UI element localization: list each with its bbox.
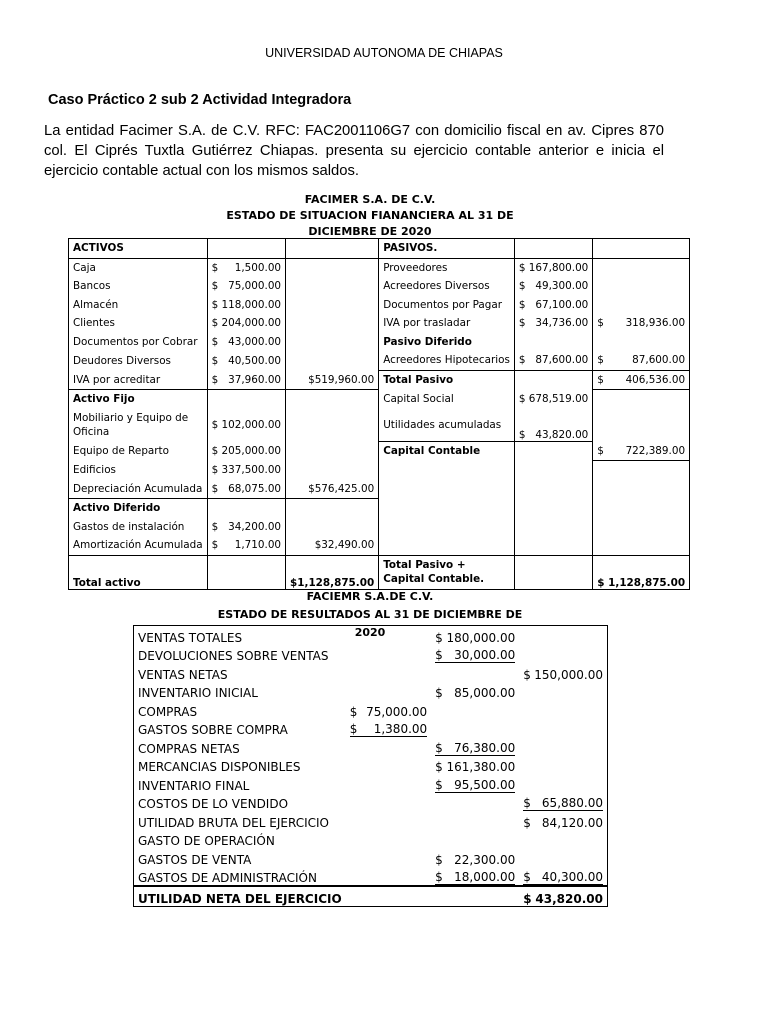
income-statement-title: ESTADO DE RESULTADOS AL 31 DE DICIEMBRE DE 2020 [217,608,523,639]
table-row [134,626,608,645]
asset-label: Bancos [69,277,208,296]
asset-label: Mobiliario y Equipo de Oficina [69,409,208,442]
liability-sign: $ [518,317,526,330]
currency-sign: $ [435,852,443,867]
liability-amount: $ 167,800.00 [514,258,592,277]
asset-amount: 68,075.00 [228,482,282,495]
university-name: UNIVERSIDAD AUTONOMA DE CHIAPAS [265,46,503,60]
net-income-row [134,886,608,906]
income-amount: 150,000.00 [534,667,603,682]
income-row-label: GASTOS DE ADMINISTRACIÓN [138,871,317,885]
liability-total-sign: $ [597,444,604,457]
balance-statement: ESTADO DE SITUACION FIANANCIERA AL 31 DE [226,209,514,222]
income-amount: 40,300.00 [541,870,603,884]
currency-sign: $ [349,704,358,719]
income-row-label: UTILIDAD BRUTA DEL EJERCICIO [138,815,329,830]
income-amount: 180,000.00 [446,630,516,645]
income-company: FACIEMR S.A.DE C.V. [306,590,434,603]
liability-label: Capital Social [379,390,515,409]
income-amount: 84,120.00 [541,815,603,830]
table-row [69,390,690,409]
table-row [134,867,608,887]
liability-amount: 34,736.00 [535,317,589,330]
asset-sign: $ [211,539,219,552]
liability-amount: $ 678,519.00 [514,390,592,409]
income-row-label: UTILIDAD NETA DEL EJERCICIO [134,886,346,906]
income-amount: 76,380.00 [454,740,516,755]
currency-sign: $ [435,648,443,662]
currency-sign: $ [523,891,532,906]
currency-sign: $ [435,740,443,755]
table-row [69,461,690,480]
table-row [134,774,608,793]
asset-amount: $ 102,000.00 [207,409,285,442]
liability-sign: $ [518,354,526,367]
asset-sign: $ [211,482,219,495]
asset-amount: 204,000.00 [221,317,282,330]
income-amount: 65,880.00 [541,796,603,810]
income-row-label: GASTO DE OPERACIÓN [138,834,275,848]
income-amount: 43,820.00 [535,891,603,906]
income-amount: 75,000.00 [366,704,428,719]
asset-label: Gastos de instalación [69,518,208,537]
balance-company: FACIMER S.A. DE C.V. [304,193,436,206]
asset-sign: $ [211,354,219,367]
liability-section-label: Pasivo Diferido [379,333,515,352]
asset-label: Depreciación Acumulada [69,480,208,499]
table-row [69,277,690,296]
liability-amount: 67,100.00 [535,298,589,311]
income-row-label: MERCANCIAS DISPONIBLES [138,760,301,774]
income-row-label: GASTOS DE VENTA [138,852,252,867]
income-row-label: VENTAS NETAS [138,667,228,682]
asset-label: Clientes [69,314,208,333]
currency-sign: $ [523,815,531,830]
income-amount: 22,300.00 [454,852,516,867]
asset-subtotal: $576,425.00 [286,480,379,499]
balance-sheet-heading [205,192,535,240]
table-row [69,442,690,461]
asset-label: Edificios [69,461,208,480]
asset-sign: $ [211,317,219,330]
liability-label: Acreedores Diversos [379,277,515,296]
currency-sign: $ [435,760,443,774]
liability-label: Documentos por Pagar [379,296,515,315]
total-assets-value: $1,128,875.00 [286,555,379,589]
table-row [69,370,690,390]
table-row [69,314,690,333]
table-row [69,296,690,315]
asset-label: Documentos por Cobrar [69,333,208,352]
asset-amount: 43,000.00 [228,335,282,348]
asset-label: Equipo de Reparto [69,442,208,461]
asset-subtotal: $519,960.00 [286,370,379,390]
income-row-label: COSTOS DE LO VENDIDO [138,797,289,811]
income-row-label: COMPRAS [138,704,198,719]
currency-sign: $ [523,667,531,682]
asset-subtotal: $32,490.00 [286,536,379,555]
asset-label: Almacén [69,296,208,315]
table-row [69,333,690,352]
asset-amount: 1,710.00 [234,539,282,552]
table-row [69,536,690,555]
liability-amount: 49,300.00 [535,280,589,293]
liability-sign: $ [518,280,526,293]
currency-sign: $ [435,870,443,884]
liability-sign: $ [518,298,526,311]
asset-sign: $ [211,298,219,311]
income-amount: 18,000.00 [454,870,516,884]
liabilities-header: PASIVOS. [379,239,515,259]
liability-total: 722,389.00 [625,444,686,457]
income-amount: 161,380.00 [446,760,516,774]
asset-section-label: Activo Fijo [69,390,208,409]
liability-label: Total Pasivo [379,370,515,390]
document-title: Caso Práctico 2 sub 2 Actividad Integradora [48,92,352,108]
liability-total-sign: $ [597,373,604,386]
income-row-label: GASTOS SOBRE COMPRA [138,723,288,737]
asset-label: IVA por acreditar [69,370,208,390]
income-row-label: INVENTARIO FINAL [138,778,250,793]
currency-sign: $ [435,777,443,792]
table-row [134,663,608,682]
asset-label: Caja [69,258,208,277]
table-row [134,830,608,849]
liability-total: 87,600.00 [632,354,686,367]
table-row [134,700,608,719]
table-row [134,682,608,701]
asset-amount: $ 205,000.00 [207,442,285,461]
asset-amount: 40,500.00 [228,354,282,367]
asset-amount: 1,500.00 [234,261,282,274]
asset-sign: $ [211,520,219,533]
balance-sheet-table [68,238,690,590]
asset-label: Amortización Acumulada [69,536,208,555]
currency-sign: $ [349,722,358,736]
income-row-label: INVENTARIO INICIAL [138,686,258,700]
balance-date: DICIEMBRE DE 2020 [308,225,432,238]
asset-sign: $ [211,335,219,348]
total-liab-capital-label: Total Pasivo + Capital Contable. [379,555,515,589]
currency-sign: $ [435,630,443,645]
totals-row [69,555,690,589]
table-row [134,719,608,738]
table-row [134,848,608,867]
asset-amount: 37,960.00 [228,373,282,386]
currency-sign: $ [523,870,531,884]
liability-total-sign: $ [597,317,604,330]
asset-sign: $ [211,261,219,274]
asset-amount: 34,200.00 [228,520,282,533]
income-amount: 95,500.00 [454,777,516,792]
liability-label: Utilidades acumuladas [379,409,515,442]
income-row-label: VENTAS TOTALES [138,630,243,645]
intro-paragraph: La entidad Facimer S.A. de C.V. RFC: FAC2001106G7 con domicilio fiscal en av. Cipres 870 col. El Ciprés Tuxtla Gutiérrez Chiapas. presenta su ejercicio contable anterior e inicia el ejercicio contable actual con los mismos saldos. [44,123,664,179]
table-row [134,793,608,812]
liability-label: Capital Contable [379,442,515,461]
table-row [69,351,690,370]
income-statement-table [133,625,608,907]
table-row [69,518,690,537]
liability-total-sign: $ [597,354,604,367]
currency-sign: $ [523,796,531,810]
asset-label: Deudores Diversos [69,351,208,370]
liability-label: Acreedores Hipotecarios [379,351,515,370]
liability-amount: 43,820.00 [535,429,589,441]
income-amount: 30,000.00 [454,648,516,662]
table-row [134,811,608,830]
total-liab-capital-value: $ 1,128,875.00 [593,555,690,589]
total-assets-label: Total activo [69,555,208,589]
assets-header: ACTIVOS [69,239,208,259]
currency-sign: $ [435,686,443,700]
liability-total: 318,936.00 [625,317,686,330]
income-row-label: COMPRAS NETAS [138,741,240,756]
liability-sign: $ [518,429,526,441]
table-header-row [69,239,690,259]
asset-sign: $ [211,280,219,293]
table-row [69,480,690,499]
income-amount: 1,380.00 [373,722,428,736]
asset-amount: 75,000.00 [228,280,282,293]
income-amount: 85,000.00 [454,686,516,700]
asset-section-label: Activo Diferido [69,499,208,518]
asset-sign: $ [211,373,219,386]
liability-label: IVA por trasladar [379,314,515,333]
liability-total: 406,536.00 [625,373,686,386]
liability-label: Proveedores [379,258,515,277]
table-row [69,499,690,518]
asset-amount: $ 337,500.00 [207,461,285,480]
table-row [134,645,608,664]
table-row [69,409,690,442]
table-row [134,756,608,775]
asset-amount: 118,000.00 [221,298,282,311]
income-row-label: DEVOLUCIONES SOBRE VENTAS [138,649,329,663]
table-row [134,737,608,756]
table-row [69,258,690,277]
liability-amount: 87,600.00 [535,354,589,367]
